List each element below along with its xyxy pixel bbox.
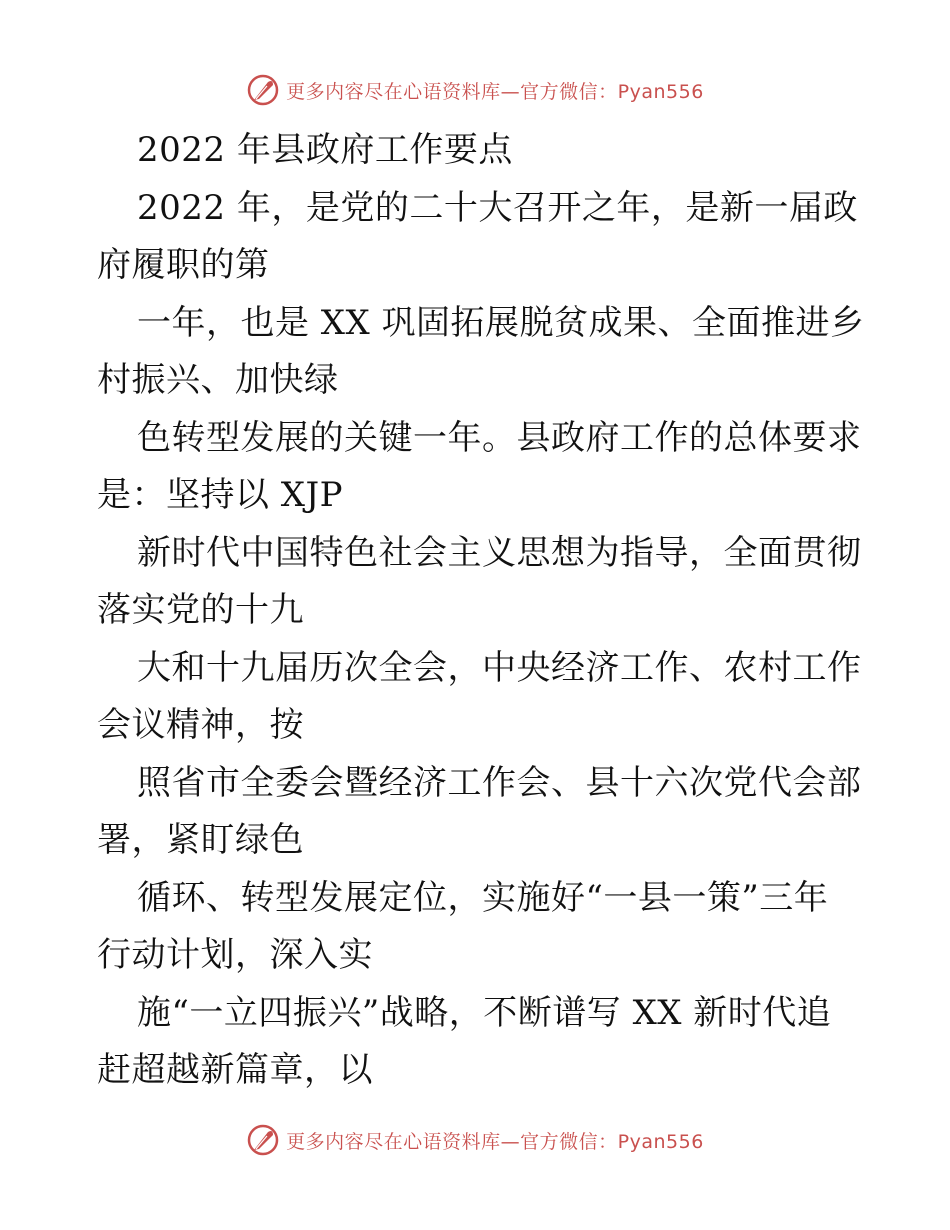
text-line: 是：坚持以 XJP <box>97 475 344 515</box>
text-line: 循环、转型发展定位，实施好“一县一策”三年 <box>137 877 829 918</box>
text-line: 色转型发展的关键一年。县政府工作的总体要求 <box>137 417 862 458</box>
footer-watermark <box>0 1120 950 1160</box>
feather-pen-icon <box>246 1123 280 1157</box>
text-line: 赶超越新篇章，以 <box>97 1050 373 1090</box>
text-line: 府履职的第 <box>97 245 270 285</box>
text-line: 照省市全委会暨经济工作会、县十六次党代会部 <box>137 762 862 803</box>
text-line: 一年，也是 XX 巩固拓展脱贫成果、全面推进乡 <box>137 302 865 343</box>
text-line: 2022 年，是党的二十大召开之年，是新一届政 <box>137 187 858 228</box>
watermark-text: 更多内容尽在心语资料库—官方微信：Pyan556 <box>286 1130 704 1153</box>
text-line: 村振兴、加快绿 <box>97 360 339 400</box>
text-line: 新时代中国特色社会主义思想为指导，全面贯彻 <box>137 532 862 573</box>
text-line: 署，紧盯绿色 <box>97 820 304 860</box>
text-line: 大和十九届历次全会，中央经济工作、农村工作 <box>137 647 862 688</box>
watermark-text: 更多内容尽在心语资料库—官方微信：Pyan556 <box>286 80 704 103</box>
text-line: 会议精神，按 <box>97 705 304 745</box>
header-watermark <box>0 70 950 110</box>
text-line: 2022 年县政府工作要点 <box>137 130 513 170</box>
text-line: 行动计划，深入实 <box>97 935 373 975</box>
document-body <box>97 122 865 1100</box>
text-line: 落实党的十九 <box>97 590 304 630</box>
text-line: 施“一立四振兴”战略，不断谱写 XX 新时代追 <box>137 992 832 1033</box>
feather-pen-icon <box>246 73 280 107</box>
